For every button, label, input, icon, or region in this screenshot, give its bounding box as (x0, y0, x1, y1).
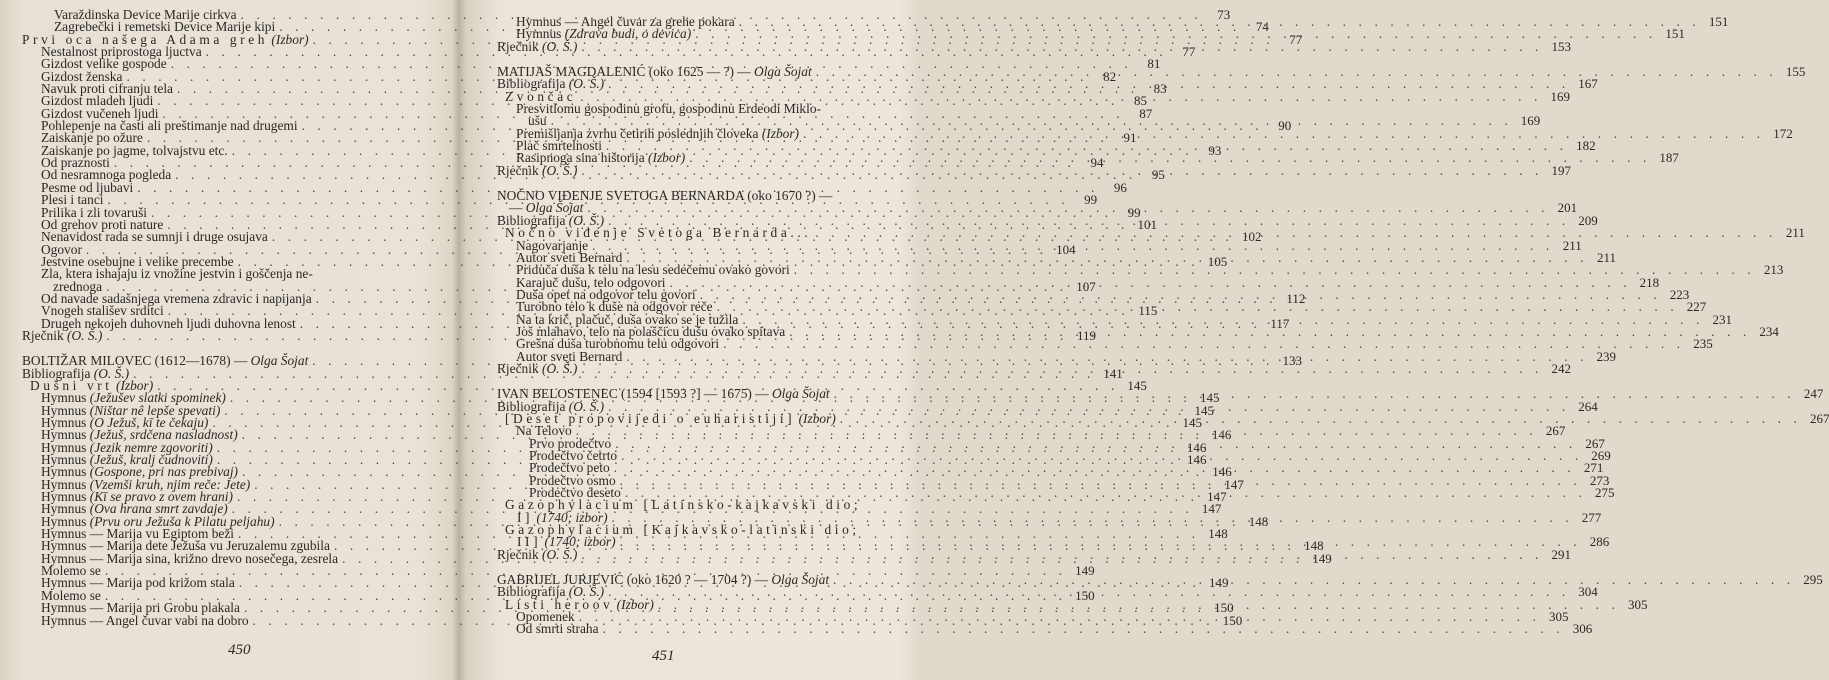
entry-page-number: 95 (1151, 167, 1165, 183)
entry-page-number: 155 (1785, 64, 1806, 80)
entry-text: Nenavidost rada se sumnji i druge osujava (41, 229, 268, 245)
entry-page-number: 99 (1127, 204, 1141, 220)
entry-page-number: 201 (1557, 200, 1578, 216)
entry-page-number: 150 (1075, 587, 1095, 603)
entry-text-continuation: ušu (528, 113, 547, 129)
entry-text: Drugeh nekojeh duhovneh ljudi duhovna lenost (41, 315, 296, 331)
entry-text: Autor sveti Bernard (516, 348, 623, 364)
entry-page-number: 153 (1551, 38, 1572, 54)
entry-text: Turobno telo k duše na odgovor reče (516, 299, 713, 315)
entry-page-number: 148 (1248, 513, 1269, 529)
entry-italic-note: Olga Šojat (525, 200, 584, 216)
entry-title (22, 327, 103, 343)
entry-text-continuation: — (509, 200, 523, 216)
entry-page-number: 182 (1576, 138, 1596, 154)
entry-text: Rječnik (497, 360, 539, 376)
entry-page-number: 149 (1312, 550, 1332, 566)
entry-page-number: 167 (1578, 76, 1598, 92)
page-number-left: 450 (228, 642, 251, 658)
dot-leader (577, 363, 1543, 375)
entry-italic-note: Olga Šojat (772, 386, 830, 402)
entry-page-number: 267 (1809, 410, 1829, 426)
entry-text: Hymnus (41, 513, 87, 529)
entry-text: Hymnus (41, 415, 87, 430)
entry-page-number: 304 (1578, 584, 1598, 600)
entry-page-number: 91 (1123, 130, 1137, 146)
entry-text: Zagrebečki i remetski Device Marije kipi (54, 19, 276, 35)
entry-title (497, 360, 578, 376)
entry-text: Na Telovo (516, 423, 572, 439)
entry-text: Nočno viđenje Svetoga Bernarda... (505, 225, 812, 241)
entry-text: Hymnus — Marija vu Egiptom beži (41, 526, 235, 542)
entry-page-number: 286 (1589, 534, 1610, 550)
entry-text: Hymnus — Marija pod križom stala (41, 575, 235, 591)
entry-text: Na ta krič, plačuč, duša ovako se je tužila (516, 311, 739, 327)
entry-text: Hymnus (516, 26, 562, 42)
entry-italic-note: (Prvu oru Ježuša k Pilatu peljahu) (89, 513, 275, 529)
entry-italic-note: (Izbor) (648, 150, 686, 166)
entry-text: MATIJAŠ MAGDALENIĆ (oko 1625 — ?) — (497, 64, 751, 80)
entry-text: Bibliografija (497, 584, 566, 600)
entry-text: Od navade sadašnjega vremena zdravic i napijanja (41, 290, 312, 306)
entry-page-number: 231 (1712, 311, 1733, 327)
entry-page-number: 112 (1286, 290, 1306, 306)
entry-page-number: 85 (1134, 93, 1147, 109)
entry-page-number: 269 (1591, 448, 1611, 463)
entry-text: Jestvine osebujne i velike precembe (41, 253, 234, 269)
entry-page-number: 146 (1212, 464, 1232, 480)
entry-page-number: 147 (1224, 476, 1244, 492)
entry-text: Zaiskanje po ožure (41, 130, 143, 146)
entry-page-number: 267 (1585, 435, 1605, 451)
entry-text: Hymnus — Angel čuvar vabi na dobro (41, 612, 249, 628)
entry-page-number: 102 (1242, 229, 1262, 245)
entry-text: Zvončac (505, 88, 577, 104)
entry-page-number: 94 (1090, 155, 1104, 171)
toc-entry (497, 621, 1593, 637)
entry-title (41, 612, 249, 628)
entry-text: Pesme od ljubavi (41, 179, 134, 195)
entry-page-number: 105 (1207, 253, 1228, 269)
entry-text: Gizdost ženska (41, 68, 123, 84)
entry-text: GABRIJEL JURJEVIĆ (oko 1620 ? — 1704 ?) — (497, 572, 769, 588)
entry-text: Od praznosti (41, 155, 110, 171)
entry-text: Hymnus — Angel čuvar za grehe pokara (516, 14, 735, 29)
entry-italic-note: (O. Š.) (67, 327, 103, 343)
entry-text: Prvi oca našega Adama greh (22, 31, 269, 47)
entry-italic-note: Olga Šojat (771, 572, 830, 588)
entry-text: Gizdost vučeneh ljudi (41, 105, 159, 121)
entry-text: Varaždinska Device Marije cirkva (54, 7, 237, 22)
entry-text: Vnogeh stališev srditci (41, 303, 164, 319)
entry-text: Autor sveti Bernard (516, 249, 623, 265)
entry-page-number: 148 (1304, 538, 1324, 554)
entry-page-number: 209 (1578, 212, 1598, 228)
entry-italic-note: (1740; izbor) (536, 509, 608, 525)
entry-italic-note: (Izbor) (115, 377, 154, 393)
entry-text: Molemo se (41, 563, 101, 579)
entry-italic-note: (Jezik nemre zgovoriti) (89, 439, 213, 455)
entry-page-number: 146 (1211, 427, 1232, 443)
entry-text: Plesi i tanci (41, 192, 104, 208)
entry-page-number: 235 (1693, 336, 1713, 352)
entry-italic-note: (Ništar nê lepše spevati) (89, 402, 221, 418)
entry-text: [Deset propovijedi o euharistiji] (505, 410, 796, 426)
entry-text: Pohlepenje na časti ali preštimanje nad drugemi (41, 118, 298, 134)
dot-leader (577, 165, 1543, 177)
entry-page-number: 90 (1278, 118, 1292, 134)
entry-text: Prodečtvo osmo (529, 472, 616, 488)
entry-page-number: 148 (1208, 526, 1228, 542)
entry-italic-note: (O. Š.) (568, 584, 605, 600)
entry-page-number: 305 (1548, 609, 1569, 625)
entry-text: Zla, ktera ishajaju iz vnožine jestvin i goščenja ne- (41, 266, 313, 282)
entry-page-number: 119 (1076, 327, 1097, 343)
entry-text: Presvitlomu gospodinu grofu, gospodinu Erdeodi Miklo- (516, 101, 821, 117)
entry-text: Gazophylacium [Latinsko-kajkavski dio; (505, 497, 862, 513)
entry-text: Hymnus (41, 464, 87, 480)
entry-text: Rječnik (497, 38, 539, 54)
entry-text: Hymnus (41, 439, 87, 455)
entry-page-number: 133 (1282, 353, 1302, 369)
entry-text: Hymnus (41, 427, 87, 443)
entry-text: Navuk proti cifranju tela (41, 81, 173, 97)
entry-page-number: 146 (1186, 439, 1207, 455)
entry-page-number: 295 (1803, 572, 1823, 588)
entry-page-number: 264 (1578, 398, 1598, 414)
entry-text: Hymnus (41, 476, 87, 492)
entry-page-number: 99 (1084, 192, 1098, 208)
entry-page-number: 149 (1208, 575, 1229, 591)
entry-page-number: 146 (1187, 452, 1207, 468)
entry-italic-note: (O. Š.) (542, 162, 578, 178)
entry-text: Od smrti straha (516, 621, 599, 637)
entry-text: Hymnus — Marija pri Grobu plakala (41, 600, 240, 616)
entry-italic-note: (Izbor) (271, 31, 309, 47)
entry-text: Gazophylacium [Kajkavsko-latinski dio; (505, 522, 860, 538)
entry-page-number: 74 (1255, 19, 1269, 35)
entry-text: Prodečtvo deseto (529, 485, 621, 501)
entry-italic-note: (O. Š.) (542, 360, 578, 376)
entry-italic-note: (Ježušev slatki spominek) (89, 390, 226, 406)
entry-text: Rječnik (497, 546, 539, 562)
entry-text: NOČNO VIĐENJE SVETOGA BERNARDA (oko 1670 ?) — (497, 188, 833, 204)
entry-title (516, 623, 599, 635)
entry-italic-note: (1740; izbor) (544, 534, 616, 550)
entry-text: Zaiskanje po jagme, tolvajstvu etc. (41, 142, 228, 158)
entry-italic-note: (Zdrava budi, o devica) (564, 26, 692, 42)
entry-page-number: 211 (1597, 249, 1617, 265)
entry-page-number: 151 (1708, 14, 1729, 29)
entry-page-number: 147 (1207, 489, 1227, 505)
entry-page-number: 267 (1545, 423, 1566, 439)
entry-page-number: 117 (1270, 315, 1290, 331)
entry-text-continuation: I] (517, 509, 534, 525)
entry-page-number: 145 (1194, 402, 1214, 418)
entry-italic-note: (O. Š.) (568, 398, 605, 414)
entry-text: Molemo se (41, 587, 101, 603)
entry-text: Nestalnost priprostoga ljuctva (41, 44, 202, 60)
entry-text: Dušni vrt (30, 377, 113, 393)
entry-text: Ogovor (41, 241, 82, 257)
entry-page-number: 197 (1551, 162, 1572, 178)
entry-text: Od nesramnoga pogleda (41, 167, 172, 183)
entry-text-continuation: zrednoga (53, 278, 103, 294)
entry-text: Bibliografija (497, 76, 566, 92)
entry-text: Hymnus (41, 452, 87, 468)
entry-text: Karajuč dušu, telo odgovori (516, 274, 666, 290)
dot-leader (577, 41, 1543, 53)
entry-italic-note: (Ova hrana smrt zavdaje) (89, 501, 228, 517)
entry-text: Priduča duša k telu na lesu sedečemu ovako govori (516, 262, 790, 278)
entry-page-number: 150 (1222, 612, 1243, 628)
entry-text: Još mlahavo, telo na polaščicu dušu ovako spitava (516, 323, 786, 339)
dot-leader (577, 549, 1543, 561)
entry-italic-note: (Vzemši kruh, njim reče: Jete) (89, 476, 251, 492)
entry-page-number: 306 (1572, 621, 1593, 637)
entry-page-number: 96 (1113, 179, 1127, 195)
entry-text: Hymnus — Marija sina, križno drevo nosečega, zesrela (41, 550, 339, 566)
entry-italic-note: (Ježuš, srdčena nasladnost) (89, 427, 238, 443)
entry-page-number: 247 (1803, 386, 1824, 402)
entry-page-number: 107 (1076, 278, 1096, 294)
entry-page-number: 93 (1208, 142, 1222, 158)
entry-page-number: 223 (1669, 286, 1690, 302)
entry-italic-note: (O. Š.) (542, 38, 578, 54)
entry-page-number: 211 (1785, 225, 1805, 241)
entry-italic-note: (Izbor) (761, 125, 800, 141)
entry-page-number: 305 (1628, 596, 1648, 612)
entry-page-number: 242 (1551, 360, 1572, 376)
entry-page-number: 239 (1596, 348, 1617, 364)
entry-text: Rječnik (497, 162, 539, 178)
entry-italic-note: (O. Š.) (93, 365, 130, 381)
entry-text: Duša opet na odgovor telu govori (516, 286, 696, 302)
entry-text: IVAN BELOSTENEC (1594 [1593 ?] — 1675) — (497, 386, 769, 402)
entry-italic-note: (Izbor) (616, 596, 654, 612)
entry-page-number: 291 (1551, 546, 1572, 562)
entry-text: Hymnus — Marija dete Ježuša vu Jeruzalemu zgubila (41, 538, 330, 554)
entry-text: Hymnus (41, 489, 87, 505)
entry-italic-note: (O Ježuš, kī te čekaju) (89, 415, 209, 430)
entry-text: Bibliografija (22, 365, 91, 381)
entry-text: Prodečtvo četrto (529, 448, 618, 463)
entry-title (497, 546, 578, 562)
entry-page-number: 77 (1289, 31, 1303, 47)
entry-page-number: 87 (1139, 105, 1153, 121)
entry-italic-note: (Kī se pravo z ovem hrani) (89, 489, 233, 505)
entry-page-number: 151 (1665, 26, 1685, 42)
entry-page-number: 169 (1550, 88, 1570, 104)
entry-italic-note: (O. Š.) (542, 546, 578, 562)
entry-text: Hymnus (41, 501, 87, 517)
dot-leader (599, 623, 1565, 635)
entry-page-number: 82 (1103, 68, 1117, 84)
entry-text: Rječnik (22, 327, 64, 343)
entry-page-number: 147 (1201, 501, 1222, 517)
entry-text: Prvo prodečtvo (529, 435, 612, 451)
entry-text: Hymnus (41, 390, 87, 406)
entry-page-number: 277 (1581, 509, 1602, 525)
entry-text: Gizdost velike gospode (41, 56, 167, 72)
entry-page-number: 73 (1217, 7, 1231, 22)
entry-text: Bibliografija (497, 212, 566, 228)
entry-page-number: 115 (1138, 303, 1158, 319)
entry-text: Gizdost mladeh ljudi (41, 93, 154, 109)
entry-text: Listi heroov (505, 596, 614, 612)
entry-italic-note: (Gospone, pri nas prebivaj) (89, 464, 239, 480)
entry-page-number: 234 (1759, 323, 1779, 339)
entry-page-number: 150 (1214, 600, 1234, 616)
entry-page-number: 81 (1147, 56, 1161, 72)
entry-text: BOLTIŽAR MILOVEC (1612—1678) — (22, 353, 248, 369)
entry-page-number: 275 (1595, 485, 1615, 501)
entry-text: Prilika i zli tovaruši (41, 204, 147, 220)
entry-italic-note: (O. Š.) (568, 76, 605, 92)
entry-page-number: 227 (1686, 299, 1707, 315)
entry-title (497, 162, 578, 178)
entry-italic-note: Olga Šojat (754, 64, 812, 80)
entry-page-number: 104 (1056, 241, 1076, 257)
entry-page-number: 213 (1763, 262, 1784, 278)
entry-text: Rasipnoga sina hištorija (516, 150, 645, 166)
entry-page-number: 187 (1659, 150, 1679, 166)
entry-text-continuation: II] (517, 534, 542, 550)
entry-text: Hymnus (41, 402, 87, 418)
entry-page-number: 83 (1153, 81, 1167, 97)
entry-text: Grešna duša turobnomu telu odgovori (516, 336, 720, 352)
entry-page-number: 218 (1639, 274, 1660, 290)
entry-text: Nagovarjanje (516, 237, 589, 253)
entry-page-number: 145 (1182, 415, 1203, 430)
entry-text: Prodečtvo peto (529, 460, 610, 476)
entry-page-number: 273 (1589, 472, 1610, 488)
entry-page-number: 101 (1137, 216, 1158, 232)
entry-italic-note: (Izbor) (798, 410, 836, 426)
entry-page-number: 145 (1127, 377, 1147, 393)
entry-page-number: 149 (1075, 563, 1095, 579)
entry-italic-note: Olga Šojat (250, 353, 309, 369)
entry-italic-note: (O. Š.) (568, 212, 605, 228)
entry-page-number: 169 (1520, 113, 1541, 129)
page-number-right: 451 (652, 648, 675, 664)
entry-text: Opomenek (516, 609, 575, 625)
entry-title (497, 38, 578, 54)
entry-text: Premišljanja zvrhu četirih poslednjih človeka (516, 125, 759, 141)
entry-page-number: 145 (1200, 390, 1220, 406)
entry-page-number: 77 (1182, 44, 1196, 60)
entry-text: Bibliografija (497, 398, 566, 414)
entry-page-number: 211 (1562, 237, 1582, 253)
entry-page-number: 141 (1103, 365, 1123, 381)
entry-page-number: 172 (1773, 125, 1793, 141)
entry-text: Od grehov proti nature (41, 216, 164, 232)
entry-text: Plač smrtelnosti (516, 138, 602, 154)
entry-italic-note: (Ježuš, kralj čudnoviti) (89, 452, 213, 468)
entry-page-number: 271 (1583, 460, 1604, 476)
